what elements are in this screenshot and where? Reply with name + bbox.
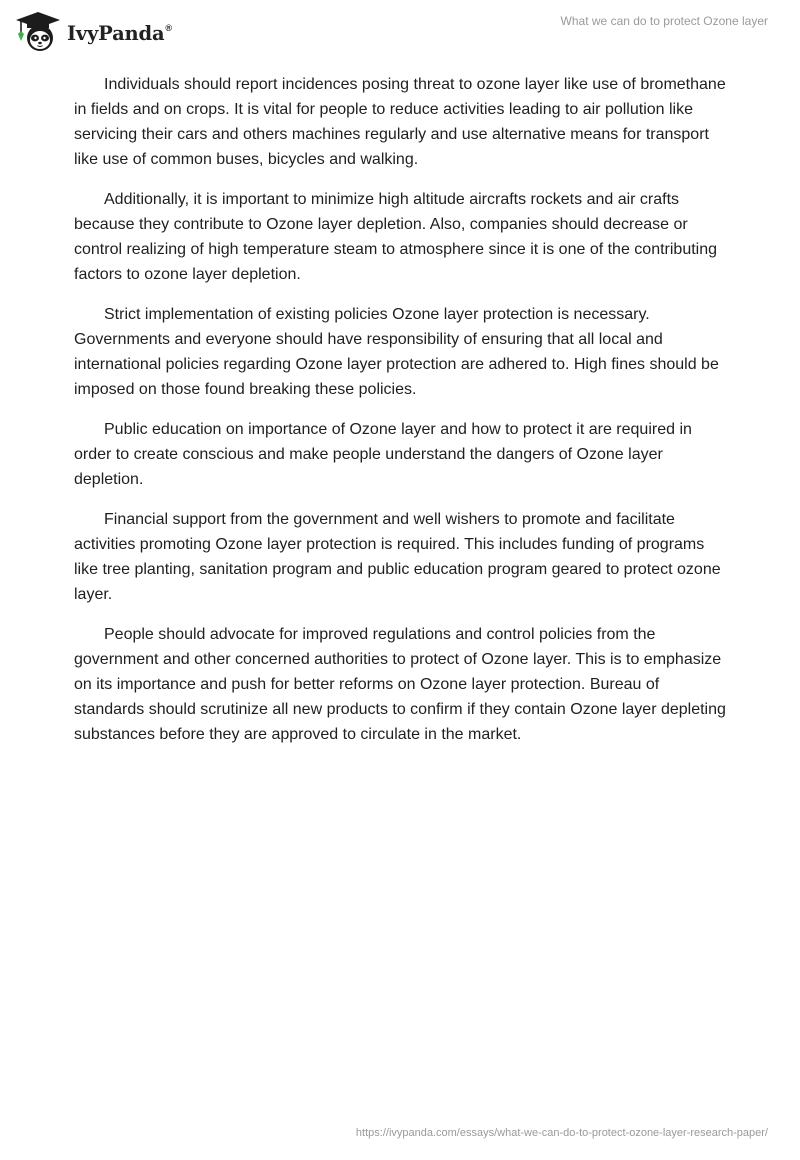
ivypanda-logo[interactable] bbox=[14, 8, 172, 56]
paragraph: Individuals should report incidences posing threat to ozone layer like use of bromethane in fields and on crops. It is vital for people to reduce activities leading to air pollution like servicing their cars and others machines regularly and use alternative means for transport like use of common buses, bicycles and walking. bbox=[74, 76, 726, 168]
paragraph: Strict implementation of existing policies Ozone layer protection is necessary. Governments and everyone should have responsibility of ensuring that all local and international policies regarding Ozone layer protection are adhered to. High fines should be imposed on those found breaking these policies. bbox=[74, 306, 719, 398]
registered-mark: ® bbox=[165, 22, 172, 33]
panda-graduation-cap-icon bbox=[14, 10, 62, 54]
document-title: What we can do to protect Ozone layer bbox=[560, 14, 768, 28]
paragraph: Additionally, it is important to minimize high altitude aircrafts rockets and air crafts because they contribute to Ozone layer depletion. Also, companies should decrease or control realizing of high temperature steam to atmosphere since it is one of the contributing factors to ozone layer depletion. bbox=[74, 191, 718, 283]
essay-body bbox=[74, 72, 726, 762]
paragraph: Public education on importance of Ozone layer and how to protect it are required in order to create conscious and make people understand the dangers of Ozone layer depletion. bbox=[74, 421, 692, 488]
source-url[interactable]: https://ivypanda.com/essays/what-we-can-do-to-protect-ozone-layer-research-paper/ bbox=[355, 1127, 768, 1139]
page-header bbox=[0, 0, 800, 64]
paragraph: Financial support from the government and well wishers to promote and facilitate activities promoting Ozone layer protection is required. This includes funding of programs like tree planting, sanitation program and public education program geared to protect ozone layer. bbox=[74, 511, 721, 603]
paragraph: People should advocate for improved regulations and control policies from the government and other concerned authorities to protect of Ozone layer. This is to emphasize on its importance and push for better reforms on Ozone layer protection. Bureau of standards should scrutinize all new products to confirm if they contain Ozone layer depleting substances before they are approved to circulate in the market. bbox=[74, 626, 726, 743]
brand-name: IvyPanda® bbox=[67, 21, 172, 45]
